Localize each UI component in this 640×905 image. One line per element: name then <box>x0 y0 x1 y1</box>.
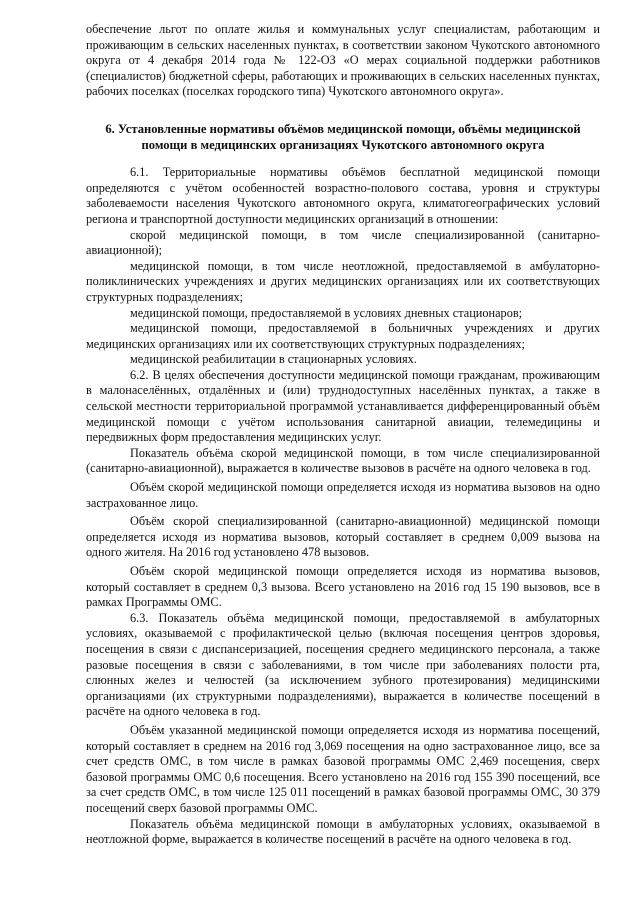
section-heading: 6. Установленные нормативы объёмов медицинской помощи, объёмы медицинской помощи в медицинских организациях Чукотского автономного округа <box>105 121 581 152</box>
body-paragraph: Объём скорой специализированной (санитарно-авиационной) медицинской помощи определяется исходя из норматива вызовов, который составляет в среднем 0,009 вызова на одного жителя. На 2016 год установлено 478 вызовов. <box>86 514 600 560</box>
body-paragraph: Показатель объёма скорой медицинской помощи, в том числе специализированной (санитарно-авиационной), выражается в количестве вызовов в расчёте на одного человека в год. <box>86 445 600 476</box>
body-paragraph: Объём указанной медицинской помощи определяется исходя из норматива посещений, который составляет в среднем на 2016 год 3,069 посещения на одно застрахованное лицо, все за счет средств ОМС, в том числе в рамках базовой программы ОМС 2,469 посещения, сверх базовой программы ОМС 0,6 посещения. Всего установлено на 2016 год 155 390 посещений, все за счет средств ОМС, в том числе 125 011 посещений в рамках базовой программы ОМС, 30 379 посещений сверх базовой программы ОМС. <box>86 722 600 815</box>
section-body <box>86 165 600 848</box>
body-paragraph: Объём скорой медицинской помощи определяется исходя из норматива вызовов на одно застрахованное лицо. <box>86 480 600 510</box>
body-paragraph: 6.2. В целях обеспечения доступности медицинской помощи гражданам, проживающим в малонаселённых, отдалённых и (или) труднодоступных населённых пунктах, а также в сельской местности территориальной программой устанавливается дифференцированный объём медицинской помощи с учётом использования санитарной авиации, телемедицины и передвижных форм предоставления медицинских услуг. <box>86 367 600 445</box>
intro-paragraph: обеспечение льгот по оплате жилья и коммунальных услуг специалистам, работающим и проживающим в сельских населенных пунктах, в соответствии законом Чукотского автономного округа от 4 декабря 2014 года № 122-ОЗ «О мерах социальной поддержки работников (специалистов) бюджетной сферы, работающих и проживающих в сельских населенных пунктах, рабочих поселках (поселках городского типа) Чукотского автономного округа». <box>86 22 600 99</box>
body-paragraph: медицинской помощи, предоставляемой в больничных учреждениях и других медицинских организациях или их соответствующих структурных подразделениях; <box>86 321 600 351</box>
body-paragraph: Объём скорой медицинской помощи определяется исходя из норматива вызовов, который составляет в среднем 0,3 вызова. Всего установлено на 2016 год 15 190 вызовов, все в рамках Программы ОМС. <box>86 564 600 610</box>
body-paragraph: медицинской реабилитации в стационарных условиях. <box>130 352 417 367</box>
body-paragraph: Показатель объёма медицинской помощи в амбулаторных условиях, оказываемой в неотложной форме, выражается в количестве посещений в расчёте на одного человека в год. <box>86 816 600 847</box>
body-paragraph: скорой медицинской помощи, в том числе специализированной (санитарно-авиационной); <box>86 227 600 258</box>
body-paragraph: 6.1. Территориальные нормативы объёмов бесплатной медицинской помощи определяются с учётом особенностей возрастно-полового состава, уровня и структуры заболеваемости населения Чукотского автономного округа, климатогеографических условий региона и транспортной доступности медицинских организаций в отношении: <box>86 165 600 226</box>
body-paragraph: медицинской помощи, предоставляемой в условиях дневных стационаров; <box>130 305 523 320</box>
body-paragraph: медицинской помощи, в том числе неотложной, предоставляемой в амбулаторно-поликлинических учреждениях и других медицинских организациях или их соответствующих структурных подразделениях; <box>86 258 600 304</box>
body-paragraph: 6.3. Показатель объёма медицинской помощи, предоставляемой в амбулаторных условиях, оказываемой с профилактической целью (включая посещения центров здоровья, посещения в связи с диспансеризацией, посещения среднего медицинского персонала, а также разовые посещения в связи с заболеваниями, в том числе при заболеваниях полости рта, слюнных желез и челюстей (за исключением зубного протезирования) медицинскими организациями (их структурными подразделениями), выражается в количестве посещений в расчёте на одного человека в год. <box>86 610 600 719</box>
